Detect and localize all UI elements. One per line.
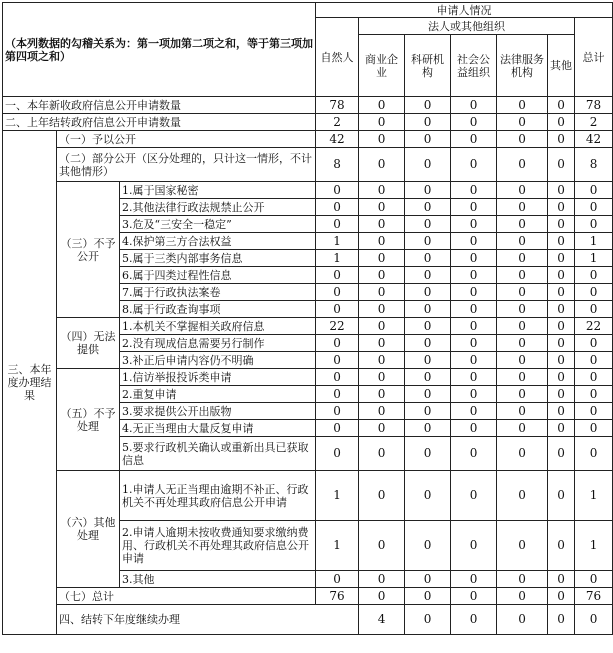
table-row bbox=[3, 131, 613, 148]
cell: 2 bbox=[575, 114, 613, 131]
cell: 0 bbox=[359, 114, 405, 131]
cell: 0 bbox=[405, 605, 451, 635]
row-label: 1.本机关不掌握相关政府信息 bbox=[120, 318, 316, 335]
cell: 1 bbox=[316, 521, 359, 571]
cell: 1 bbox=[575, 250, 613, 267]
cell: 0 bbox=[497, 301, 548, 318]
cell: 0 bbox=[451, 369, 497, 386]
cell: 0 bbox=[405, 148, 451, 182]
cell: 0 bbox=[548, 148, 575, 182]
cell: 0 bbox=[316, 571, 359, 588]
cell: 0 bbox=[451, 386, 497, 403]
cell: 0 bbox=[316, 216, 359, 233]
row-label: 8.属于行政查询事项 bbox=[120, 301, 316, 318]
cell: 0 bbox=[316, 369, 359, 386]
cell: 0 bbox=[548, 318, 575, 335]
table-row bbox=[3, 369, 613, 386]
cell: 0 bbox=[316, 386, 359, 403]
cell: 0 bbox=[359, 97, 405, 114]
cell: 0 bbox=[359, 131, 405, 148]
cell: 0 bbox=[575, 182, 613, 199]
cell: 0 bbox=[548, 386, 575, 403]
col-business: 商业企业 bbox=[359, 35, 405, 97]
cell: 8 bbox=[316, 148, 359, 182]
cell: 0 bbox=[405, 437, 451, 471]
cell: 1 bbox=[575, 471, 613, 521]
header-row-1 bbox=[3, 3, 613, 18]
cell: 0 bbox=[359, 588, 405, 605]
cell: 1 bbox=[316, 233, 359, 250]
cell: 0 bbox=[497, 403, 548, 420]
group-label: （五）不予处理 bbox=[57, 369, 120, 471]
cell: 0 bbox=[548, 588, 575, 605]
cell: 0 bbox=[451, 148, 497, 182]
cell: 0 bbox=[359, 369, 405, 386]
row-label: 2.其他法律行政法规禁止公开 bbox=[120, 199, 316, 216]
cell: 0 bbox=[405, 420, 451, 437]
col-other: 其他 bbox=[548, 35, 575, 97]
cell: 0 bbox=[451, 97, 497, 114]
row-label: 2.重复申请 bbox=[120, 386, 316, 403]
cell: 0 bbox=[575, 403, 613, 420]
cell: 0 bbox=[359, 301, 405, 318]
cell: 0 bbox=[359, 571, 405, 588]
cell: 0 bbox=[497, 420, 548, 437]
cell: 0 bbox=[451, 437, 497, 471]
cell: 0 bbox=[405, 301, 451, 318]
row-label: 1.属于国家秘密 bbox=[120, 182, 316, 199]
cell: 0 bbox=[405, 97, 451, 114]
cell: 0 bbox=[548, 571, 575, 588]
cell: 76 bbox=[316, 588, 359, 605]
row-label: 6.属于四类过程性信息 bbox=[120, 267, 316, 284]
cell: 78 bbox=[575, 97, 613, 114]
col-research: 科研机构 bbox=[405, 35, 451, 97]
row-label: （一）予以公开 bbox=[57, 131, 316, 148]
cell: 0 bbox=[359, 437, 405, 471]
cell: 0 bbox=[405, 131, 451, 148]
cell: 0 bbox=[575, 267, 613, 284]
applicant-group-header: 申请人情况 bbox=[316, 3, 613, 18]
cell: 0 bbox=[316, 199, 359, 216]
cell: 0 bbox=[359, 216, 405, 233]
cell: 0 bbox=[316, 335, 359, 352]
table-row bbox=[3, 471, 613, 521]
section-3-label: 三、本年度办理结果 bbox=[3, 131, 57, 635]
cell: 4 bbox=[359, 605, 405, 635]
cell: 0 bbox=[548, 97, 575, 114]
row-label: 3.其他 bbox=[120, 571, 316, 588]
col-total: 总计 bbox=[575, 18, 613, 97]
cell: 0 bbox=[451, 233, 497, 250]
cell: 0 bbox=[451, 403, 497, 420]
table-row bbox=[3, 182, 613, 199]
table-row bbox=[3, 605, 613, 635]
row-label: 一、本年新收政府信息公开申请数量 bbox=[3, 97, 316, 114]
cell: 0 bbox=[405, 199, 451, 216]
cell: 0 bbox=[548, 420, 575, 437]
cell: 0 bbox=[451, 352, 497, 369]
cell: 0 bbox=[405, 521, 451, 571]
cell: 0 bbox=[451, 571, 497, 588]
cell: 0 bbox=[497, 588, 548, 605]
cell: 42 bbox=[575, 131, 613, 148]
cell: 0 bbox=[359, 182, 405, 199]
cell: 76 bbox=[575, 588, 613, 605]
col-natural-person: 自然人 bbox=[316, 18, 359, 97]
cell: 0 bbox=[575, 369, 613, 386]
row-label: （二）部分公开（区分处理的，只计这一情形，不计其他情形） bbox=[57, 148, 316, 182]
cell: 2 bbox=[316, 114, 359, 131]
cell: 0 bbox=[451, 605, 497, 635]
cell: 0 bbox=[497, 352, 548, 369]
cell: 0 bbox=[575, 420, 613, 437]
cell: 0 bbox=[451, 114, 497, 131]
cell: 0 bbox=[359, 148, 405, 182]
cell: 0 bbox=[405, 369, 451, 386]
cell: 0 bbox=[548, 284, 575, 301]
cell: 0 bbox=[497, 571, 548, 588]
row-label: 2.没有现成信息需要另行制作 bbox=[120, 335, 316, 352]
cell: 0 bbox=[451, 182, 497, 199]
cell: 0 bbox=[497, 114, 548, 131]
header-note: （本列数据的勾稽关系为：第一项加第二项之和，等于第三项加第四项之和） bbox=[3, 3, 316, 97]
cell: 0 bbox=[405, 471, 451, 521]
cell: 0 bbox=[497, 335, 548, 352]
cell: 0 bbox=[575, 301, 613, 318]
cell: 0 bbox=[497, 233, 548, 250]
cell: 0 bbox=[359, 284, 405, 301]
cell: 0 bbox=[316, 267, 359, 284]
cell: 0 bbox=[451, 284, 497, 301]
cell: 1 bbox=[575, 233, 613, 250]
cell: 0 bbox=[405, 386, 451, 403]
cell: 0 bbox=[316, 420, 359, 437]
cell: 0 bbox=[575, 335, 613, 352]
cell: 0 bbox=[575, 352, 613, 369]
cell: 0 bbox=[497, 131, 548, 148]
cell: 0 bbox=[359, 386, 405, 403]
cell: 0 bbox=[497, 267, 548, 284]
cell: 0 bbox=[405, 114, 451, 131]
row-label: 5.属于三类内部事务信息 bbox=[120, 250, 316, 267]
row-label: 4.无正当理由大量反复申请 bbox=[120, 420, 316, 437]
row-label: 3.危及“三安全一稳定” bbox=[120, 216, 316, 233]
row-label: 1.申请人无正当理由逾期不补正、行政机关不再处理其政府信息公开申请 bbox=[120, 471, 316, 521]
cell: 0 bbox=[451, 335, 497, 352]
cell: 0 bbox=[405, 284, 451, 301]
cell: 0 bbox=[497, 250, 548, 267]
cell: 78 bbox=[316, 97, 359, 114]
cell: 0 bbox=[575, 571, 613, 588]
cell: 0 bbox=[405, 250, 451, 267]
cell: 0 bbox=[575, 199, 613, 216]
cell: 0 bbox=[451, 267, 497, 284]
cell: 0 bbox=[548, 403, 575, 420]
cell: 0 bbox=[548, 301, 575, 318]
cell: 0 bbox=[548, 250, 575, 267]
cell: 0 bbox=[548, 335, 575, 352]
cell: 0 bbox=[405, 318, 451, 335]
cell: 0 bbox=[316, 182, 359, 199]
cell: 0 bbox=[548, 369, 575, 386]
cell: 0 bbox=[497, 97, 548, 114]
cell: 0 bbox=[316, 352, 359, 369]
col-legal-service: 法律服务机构 bbox=[497, 35, 548, 97]
cell: 0 bbox=[451, 471, 497, 521]
cell: 0 bbox=[359, 199, 405, 216]
cell: 42 bbox=[316, 131, 359, 148]
cell: 22 bbox=[316, 318, 359, 335]
cell: 0 bbox=[497, 437, 548, 471]
cell: 0 bbox=[405, 182, 451, 199]
cell: 0 bbox=[405, 267, 451, 284]
cell: 8 bbox=[575, 148, 613, 182]
cell: 0 bbox=[316, 284, 359, 301]
row-label: 3.要求提供公开出版物 bbox=[120, 403, 316, 420]
cell: 0 bbox=[451, 250, 497, 267]
cell: 0 bbox=[575, 216, 613, 233]
row-label: 四、结转下年度继续办理 bbox=[57, 605, 359, 635]
row-label: 二、上年结转政府信息公开申请数量 bbox=[3, 114, 316, 131]
cell: 0 bbox=[451, 588, 497, 605]
cell: 0 bbox=[359, 521, 405, 571]
cell: 0 bbox=[497, 386, 548, 403]
cell: 0 bbox=[451, 199, 497, 216]
cell: 0 bbox=[316, 403, 359, 420]
cell: 0 bbox=[548, 199, 575, 216]
row-label: 1.信访举报投诉类申请 bbox=[120, 369, 316, 386]
cell: 0 bbox=[548, 605, 575, 635]
cell: 0 bbox=[359, 233, 405, 250]
cell: 0 bbox=[451, 420, 497, 437]
cell: 0 bbox=[497, 199, 548, 216]
row-label: 2.申请人逾期未按收费通知要求缴纳费用、行政机关不再处理其政府信息公开申请 bbox=[120, 521, 316, 571]
cell: 0 bbox=[497, 369, 548, 386]
cell: 0 bbox=[359, 403, 405, 420]
cell: 1 bbox=[316, 471, 359, 521]
cell: 0 bbox=[359, 267, 405, 284]
cell: 0 bbox=[316, 437, 359, 471]
cell: 0 bbox=[548, 233, 575, 250]
cell: 0 bbox=[548, 114, 575, 131]
cell: 0 bbox=[548, 352, 575, 369]
cell: 0 bbox=[405, 588, 451, 605]
cell: 0 bbox=[451, 301, 497, 318]
cell: 0 bbox=[497, 471, 548, 521]
cell: 0 bbox=[405, 352, 451, 369]
cell: 0 bbox=[359, 250, 405, 267]
cell: 0 bbox=[548, 131, 575, 148]
group-label: （四）无法提供 bbox=[57, 318, 120, 369]
cell: 0 bbox=[497, 318, 548, 335]
cell: 0 bbox=[497, 605, 548, 635]
cell: 1 bbox=[575, 521, 613, 571]
cell: 0 bbox=[548, 437, 575, 471]
cell: 0 bbox=[359, 352, 405, 369]
group-label: （三）不予公开 bbox=[57, 182, 120, 318]
cell: 0 bbox=[359, 420, 405, 437]
row-label: （七）总计 bbox=[57, 588, 316, 605]
cell: 0 bbox=[497, 216, 548, 233]
cell: 0 bbox=[451, 216, 497, 233]
cell: 0 bbox=[497, 182, 548, 199]
cell: 0 bbox=[497, 521, 548, 571]
table-row bbox=[3, 114, 613, 131]
row-label: 4.保护第三方合法权益 bbox=[120, 233, 316, 250]
cell: 0 bbox=[575, 437, 613, 471]
cell: 22 bbox=[575, 318, 613, 335]
cell: 0 bbox=[497, 284, 548, 301]
cell: 0 bbox=[548, 521, 575, 571]
row-label: 7.属于行政执法案卷 bbox=[120, 284, 316, 301]
cell: 0 bbox=[405, 335, 451, 352]
cell: 0 bbox=[405, 216, 451, 233]
cell: 0 bbox=[405, 403, 451, 420]
col-social-welfare: 社会公益组织 bbox=[451, 35, 497, 97]
cell: 0 bbox=[575, 284, 613, 301]
cell: 0 bbox=[405, 233, 451, 250]
cell: 0 bbox=[359, 471, 405, 521]
group-label: （六）其他处理 bbox=[57, 471, 120, 588]
cell: 1 bbox=[316, 250, 359, 267]
table-row bbox=[3, 318, 613, 335]
cell: 0 bbox=[497, 148, 548, 182]
cell: 0 bbox=[575, 386, 613, 403]
cell: 0 bbox=[451, 318, 497, 335]
table-row bbox=[3, 97, 613, 114]
cell: 0 bbox=[316, 301, 359, 318]
table-row bbox=[3, 588, 613, 605]
cell: 0 bbox=[359, 318, 405, 335]
row-label: 3.补正后申请内容仍不明确 bbox=[120, 352, 316, 369]
cell: 0 bbox=[405, 571, 451, 588]
cell: 0 bbox=[451, 131, 497, 148]
gov-info-disclosure-table bbox=[2, 2, 613, 635]
table-row bbox=[3, 148, 613, 182]
row-label: 5.要求行政机关确认或重新出具已获取信息 bbox=[120, 437, 316, 471]
cell: 0 bbox=[548, 471, 575, 521]
cell: 0 bbox=[548, 216, 575, 233]
legal-group-header: 法人或其他组织 bbox=[359, 18, 575, 35]
cell: 0 bbox=[548, 267, 575, 284]
cell: 0 bbox=[575, 605, 613, 635]
cell: 0 bbox=[548, 182, 575, 199]
cell: 0 bbox=[359, 335, 405, 352]
cell: 0 bbox=[451, 521, 497, 571]
